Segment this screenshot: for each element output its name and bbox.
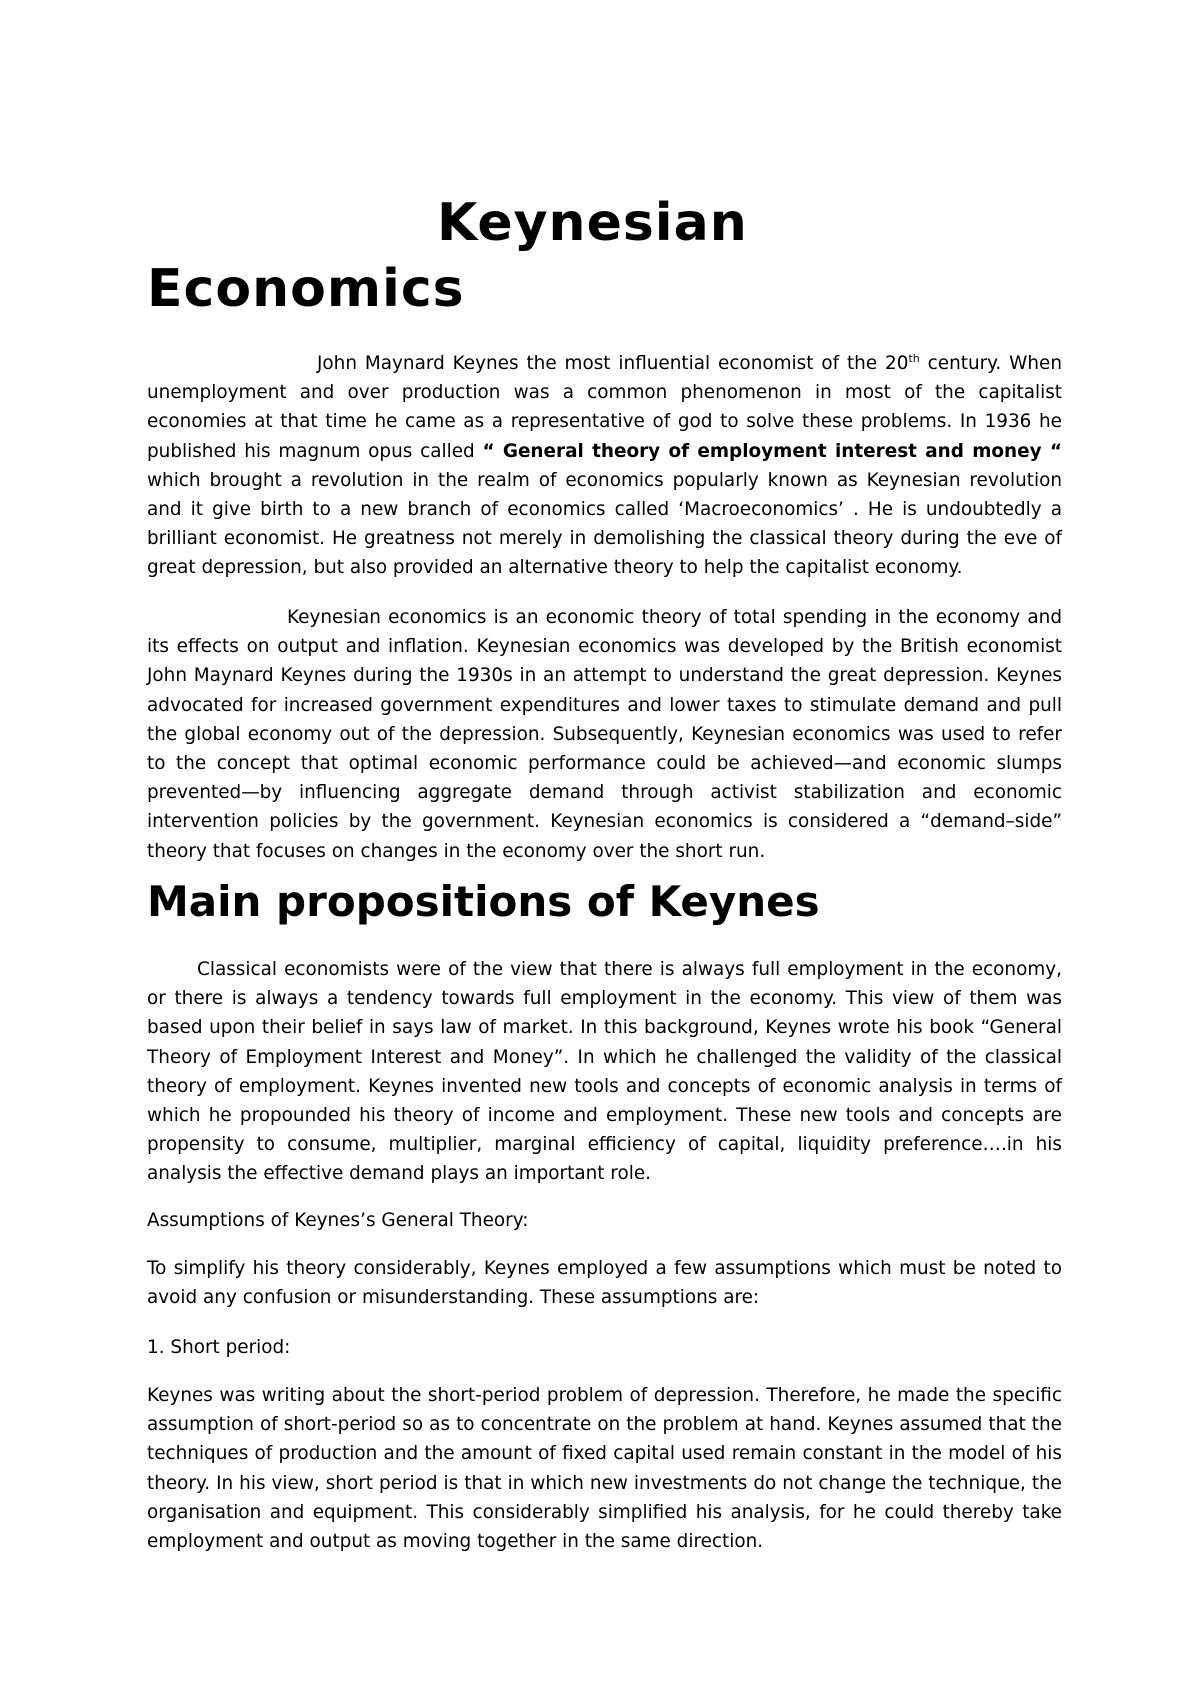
section-heading: Main propositions of Keynes bbox=[147, 877, 820, 926]
assumption-1-paragraph: Keynes was writing about the short-period problem of depression. Therefore, he made the specific assumption of short-period so as to concentrate on the problem at hand. Keynes assumed that the techniques of production and the amount of fixed capital used remain constant in the model of his theory. In his view, short period is that in which new investments do not change the technique, the organisation and equipment. This considerably simplified his analysis, for he could thereby take employment and output as moving together in the same direction. bbox=[147, 1385, 1062, 1553]
assumptions-heading: Assumptions of Keynes’s General Theory: bbox=[147, 1210, 529, 1231]
intro-text-c: which brought a revolution in the realm of economics popularly known as Keynesian revolution and it give birth to a new branch of economics called ‘Macroeconomics’ . He is undoubtedly a brilliant economist. He greatness not merely in demolishing the classical theory during the eve of great depression, but also provided an alternative theory to help the capitalist economy. bbox=[147, 469, 1062, 579]
assumptions-intro: To simplify his theory considerably, Keynes employed a few assumptions which must be noted to avoid any confusion or misunderstanding. These assumptions are: bbox=[147, 1258, 1062, 1309]
ordinal-suffix: th bbox=[908, 351, 920, 365]
intro-text-b: century. When unemployment and over production was a common phenomenon in most of the capitalist economies at that time he came as a representative of god to solve these problems. In 1936 he published his magnum opus called bbox=[147, 353, 1062, 462]
assumption-1-label: 1. Short period: bbox=[147, 1337, 291, 1358]
book-title-bold: “ General theory of employment interest and money “ bbox=[482, 440, 1063, 462]
propositions-paragraph: Classical economists were of the view that there is always full employment in the economy, or there is always a tendency towards full employment in the economy. This view of them was based upon their belief in says law of market. In this background, Keynes wrote his book “General Theory of Employment Interest and Money”. In which he challenged the validity of the classical theory of employment. Keynes invented new tools and concepts of economic analysis in terms of which he propounded his theory of income and employment. These new tools and concepts are propensity to consume, multiplier, marginal efficiency of capital, liquidity preference….in his analysis the effective demand plays an important role. bbox=[147, 959, 1062, 1185]
definition-paragraph: Keynesian economics is an economic theory of total spending in the economy and its effects on output and inflation. Keynesian economics was developed by the British economist John Maynard Keynes during the 1930s in an attempt to understand the great depression. Keynes advocated for increased government expenditures and lower taxes to stimulate demand and pull the global economy out of the depression. Subsequently, Keynesian economics was used to refer to the concept that optimal economic performance could be achieved—and economic slumps prevented—by influencing aggregate demand through activist stabilization and economic intervention policies by the government. Keynesian economics is considered a “demand–side” theory that focuses on changes in the economy over the short run. bbox=[147, 607, 1062, 862]
intro-paragraph bbox=[147, 349, 1062, 583]
title-line-2: Economics bbox=[147, 259, 465, 319]
intro-text-a: John Maynard Keynes the most influential economist of the 20 bbox=[317, 353, 909, 374]
title-line-1: Keynesian bbox=[437, 193, 748, 253]
document-title bbox=[147, 190, 1062, 322]
